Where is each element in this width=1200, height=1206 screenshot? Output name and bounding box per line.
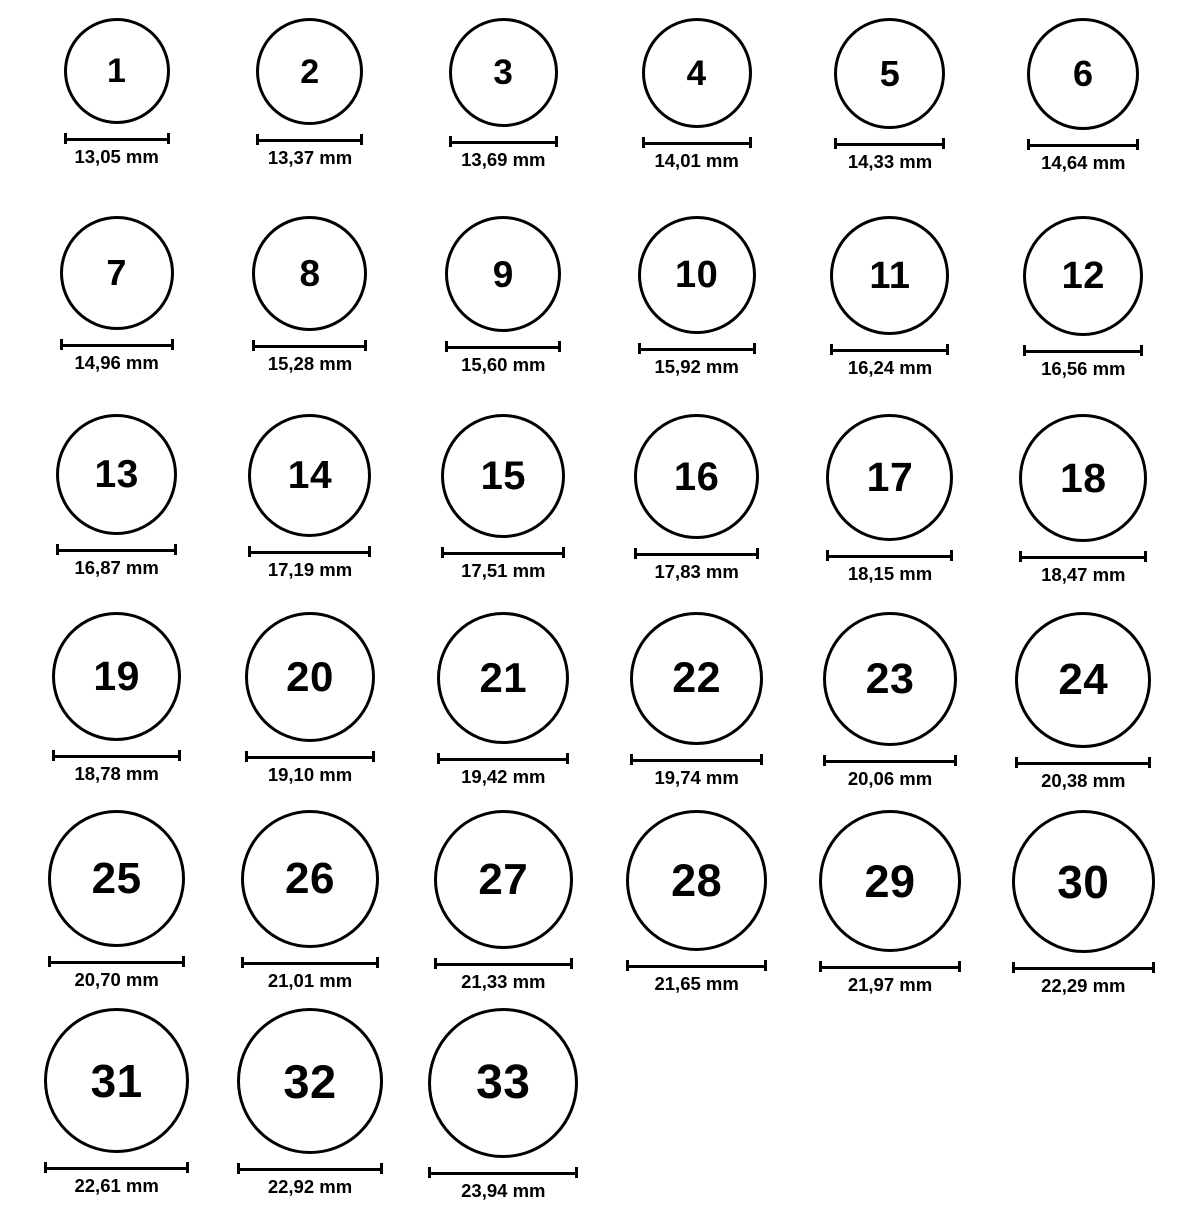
ring-size-number: 4 xyxy=(686,53,707,93)
ring-size-number: 26 xyxy=(285,854,335,903)
ring-measure xyxy=(630,754,763,788)
dimension-line-icon xyxy=(48,956,185,967)
ring-measure xyxy=(237,1163,383,1197)
ring-size-number: 11 xyxy=(869,254,911,297)
dimension-line-icon xyxy=(245,751,375,762)
ring-circle xyxy=(248,414,371,537)
ring-measure xyxy=(248,546,371,580)
ring-size-number: 18 xyxy=(1060,454,1107,501)
ring-size-number: 5 xyxy=(879,52,901,94)
ring-measure xyxy=(826,550,953,584)
ring-size-cell xyxy=(213,612,406,810)
ring-diameter-label: 14,01 mm xyxy=(654,150,739,171)
ring-size-number: 16 xyxy=(673,454,720,499)
ring-measure xyxy=(1015,757,1151,791)
ring-measure xyxy=(241,957,379,991)
dimension-line-icon xyxy=(256,134,363,145)
ring-diameter-label: 18,78 mm xyxy=(74,763,159,784)
ring-circle xyxy=(1015,612,1151,748)
ring-size-number: 9 xyxy=(492,253,514,295)
ring-size-number: 19 xyxy=(93,653,140,699)
ring-measure xyxy=(44,1162,189,1196)
dimension-line-icon xyxy=(1019,551,1147,562)
ring-size-number: 28 xyxy=(671,855,723,906)
ring-circle xyxy=(449,18,558,127)
ring-size-number: 8 xyxy=(299,253,321,294)
dimension-line-icon xyxy=(437,753,569,764)
ring-diameter-label: 14,96 mm xyxy=(74,352,159,373)
dimension-line-icon xyxy=(1012,962,1155,973)
dimension-line-icon xyxy=(44,1162,189,1173)
ring-diameter-label: 22,92 mm xyxy=(267,1176,353,1197)
ring-size-number: 33 xyxy=(476,1056,531,1109)
ring-size-number: 27 xyxy=(478,854,529,904)
dimension-line-icon xyxy=(237,1163,383,1174)
ring-measure xyxy=(1012,962,1155,996)
ring-size-number: 1 xyxy=(106,52,127,90)
ring-size-cell xyxy=(987,414,1180,612)
ring-size-cell xyxy=(600,612,793,810)
ring-circle xyxy=(64,18,170,124)
ring-size-number: 20 xyxy=(286,653,334,700)
ring-size-cell xyxy=(20,1008,213,1206)
ring-size-number: 17 xyxy=(866,454,914,500)
ring-diameter-label: 16,56 mm xyxy=(1041,358,1126,379)
dimension-line-icon xyxy=(428,1167,578,1178)
ring-circle xyxy=(245,612,375,742)
dimension-line-icon xyxy=(634,548,759,559)
ring-diameter-label: 22,61 mm xyxy=(74,1175,159,1196)
ring-size-cell xyxy=(213,414,406,612)
ring-measure xyxy=(245,751,375,785)
ring-size-cell xyxy=(407,810,600,1008)
ring-size-number: 2 xyxy=(300,52,320,91)
ring-circle xyxy=(237,1008,383,1154)
ring-diameter-label: 23,94 mm xyxy=(461,1180,546,1201)
ring-size-number: 22 xyxy=(672,654,722,702)
ring-size-number: 7 xyxy=(106,252,127,293)
ring-size-number: 12 xyxy=(1061,255,1105,297)
ring-size-cell xyxy=(600,18,793,216)
ring-size-number: 29 xyxy=(864,855,916,907)
ring-diameter-label: 18,15 mm xyxy=(847,563,933,584)
ring-size-cell xyxy=(793,216,986,414)
ring-circle xyxy=(823,612,957,746)
ring-size-number: 32 xyxy=(283,1054,337,1108)
dimension-line-icon xyxy=(826,550,953,561)
ring-circle xyxy=(638,216,756,334)
dimension-line-icon xyxy=(241,957,379,968)
ring-measure xyxy=(441,547,565,581)
ring-circle xyxy=(60,216,174,330)
ring-circle xyxy=(634,414,759,539)
ring-circle xyxy=(1023,216,1143,336)
ring-circle xyxy=(56,414,177,535)
ring-measure xyxy=(834,138,945,172)
dimension-line-icon xyxy=(1027,139,1139,150)
dimension-line-icon xyxy=(60,339,174,350)
dimension-line-icon xyxy=(64,133,170,144)
ring-circle xyxy=(630,612,763,745)
ring-circle xyxy=(819,810,961,952)
ring-size-number: 24 xyxy=(1058,655,1109,704)
ring-size-cell xyxy=(793,414,986,612)
ring-size-cell xyxy=(213,810,406,1008)
ring-size-cell xyxy=(987,18,1180,216)
dimension-line-icon xyxy=(248,546,371,557)
ring-circle xyxy=(52,612,181,741)
ring-diameter-label: 17,51 mm xyxy=(461,560,546,581)
ring-measure xyxy=(823,755,957,789)
ring-circle xyxy=(48,810,185,947)
ring-measure xyxy=(56,544,177,578)
ring-size-cell xyxy=(407,612,600,810)
ring-diameter-label: 21,65 mm xyxy=(654,973,739,994)
ring-diameter-label: 22,29 mm xyxy=(1041,975,1126,996)
dimension-line-icon xyxy=(52,750,181,761)
ring-size-cell xyxy=(987,216,1180,414)
ring-measure xyxy=(642,137,752,171)
ring-size-cell xyxy=(407,216,600,414)
ring-circle xyxy=(1012,810,1155,953)
ring-circle xyxy=(834,18,945,129)
ring-measure xyxy=(48,956,185,990)
ring-measure xyxy=(64,133,170,167)
dimension-line-icon xyxy=(449,136,558,147)
ring-size-number: 13 xyxy=(94,453,139,496)
ring-size-cell xyxy=(213,216,406,414)
dimension-line-icon xyxy=(441,547,565,558)
ring-diameter-label: 19,42 mm xyxy=(461,766,546,787)
ring-measure xyxy=(434,958,573,992)
ring-size-cell xyxy=(407,1008,600,1206)
ring-size-cell xyxy=(20,216,213,414)
ring-diameter-label: 19,74 mm xyxy=(654,767,739,788)
dimension-line-icon xyxy=(642,137,752,148)
ring-measure xyxy=(634,548,759,582)
ring-size-cell xyxy=(20,414,213,612)
ring-diameter-label: 13,69 mm xyxy=(461,149,546,170)
dimension-line-icon xyxy=(823,755,957,766)
ring-diameter-label: 20,70 mm xyxy=(74,969,159,990)
ring-measure xyxy=(449,136,558,170)
dimension-line-icon xyxy=(638,343,756,354)
ring-diameter-label: 13,37 mm xyxy=(267,147,353,168)
ring-size-number: 21 xyxy=(479,654,528,701)
dimension-line-icon xyxy=(434,958,573,969)
ring-diameter-label: 18,47 mm xyxy=(1041,564,1126,585)
ring-size-cell xyxy=(213,1008,406,1206)
ring-diameter-label: 17,19 mm xyxy=(267,559,353,580)
ring-circle xyxy=(1027,18,1139,130)
dimension-line-icon xyxy=(445,341,561,352)
ring-measure xyxy=(252,340,367,374)
ring-diameter-label: 17,83 mm xyxy=(654,561,739,582)
ring-measure xyxy=(445,341,561,375)
ring-size-cell xyxy=(600,216,793,414)
ring-measure xyxy=(638,343,756,377)
ring-diameter-label: 14,33 mm xyxy=(847,151,933,172)
ring-diameter-label: 14,64 mm xyxy=(1041,152,1126,173)
ring-measure xyxy=(626,960,767,994)
ring-measure xyxy=(52,750,181,784)
ring-circle xyxy=(830,216,949,335)
ring-measure xyxy=(1019,551,1147,585)
ring-size-cell xyxy=(20,18,213,216)
ring-measure xyxy=(437,753,569,787)
ring-diameter-label: 16,24 mm xyxy=(847,357,933,378)
ring-measure xyxy=(830,344,949,378)
ring-size-cell xyxy=(987,612,1180,810)
ring-circle xyxy=(252,216,367,331)
dimension-line-icon xyxy=(834,138,945,149)
ring-circle xyxy=(1019,414,1147,542)
ring-diameter-label: 21,97 mm xyxy=(847,974,933,995)
ring-size-grid xyxy=(20,18,1180,1206)
ring-measure xyxy=(1023,345,1143,379)
ring-circle xyxy=(241,810,379,948)
dimension-line-icon xyxy=(56,544,177,555)
ring-size-cell xyxy=(407,18,600,216)
ring-size-number: 3 xyxy=(493,53,514,92)
ring-size-number: 10 xyxy=(675,254,719,296)
ring-size-cell xyxy=(793,18,986,216)
ring-circle xyxy=(434,810,573,949)
ring-size-cell xyxy=(987,810,1180,1008)
ring-circle xyxy=(626,810,767,951)
ring-diameter-label: 21,33 mm xyxy=(461,971,546,992)
ring-size-number: 30 xyxy=(1057,855,1110,908)
ring-size-number: 31 xyxy=(90,1054,143,1107)
dimension-line-icon xyxy=(626,960,767,971)
ring-size-cell xyxy=(407,414,600,612)
ring-diameter-label: 20,38 mm xyxy=(1041,770,1126,791)
ring-size-cell xyxy=(600,810,793,1008)
ring-size-number: 14 xyxy=(287,454,333,497)
ring-size-number: 15 xyxy=(480,454,527,498)
ring-measure xyxy=(819,961,961,995)
ring-size-cell xyxy=(600,414,793,612)
ring-size-cell xyxy=(213,18,406,216)
dimension-line-icon xyxy=(819,961,961,972)
ring-diameter-label: 15,60 mm xyxy=(461,354,546,375)
ring-diameter-label: 20,06 mm xyxy=(847,768,933,789)
dimension-line-icon xyxy=(630,754,763,765)
ring-circle xyxy=(428,1008,578,1158)
ring-circle xyxy=(445,216,561,332)
ring-circle xyxy=(256,18,363,125)
dimension-line-icon xyxy=(830,344,949,355)
ring-circle xyxy=(642,18,752,128)
ring-size-cell xyxy=(20,810,213,1008)
dimension-line-icon xyxy=(1015,757,1151,768)
ring-diameter-label: 19,10 mm xyxy=(267,764,353,785)
ring-measure xyxy=(60,339,174,373)
ring-circle xyxy=(441,414,565,538)
dimension-line-icon xyxy=(252,340,367,351)
ring-measure xyxy=(1027,139,1139,173)
ring-diameter-label: 15,92 mm xyxy=(654,356,739,377)
ring-diameter-label: 21,01 mm xyxy=(267,970,353,991)
ring-measure xyxy=(256,134,363,168)
ring-circle xyxy=(437,612,569,744)
dimension-line-icon xyxy=(1023,345,1143,356)
ring-circle xyxy=(826,414,953,541)
ring-circle xyxy=(44,1008,189,1153)
ring-diameter-label: 16,87 mm xyxy=(74,557,159,578)
ring-measure xyxy=(428,1167,578,1201)
ring-size-cell xyxy=(20,612,213,810)
ring-size-cell xyxy=(793,810,986,1008)
ring-size-cell xyxy=(793,612,986,810)
ring-size-number: 25 xyxy=(91,853,142,903)
ring-size-number: 23 xyxy=(865,654,915,703)
ring-diameter-label: 13,05 mm xyxy=(74,146,159,167)
ring-diameter-label: 15,28 mm xyxy=(267,353,353,374)
ring-size-number: 6 xyxy=(1073,53,1094,94)
